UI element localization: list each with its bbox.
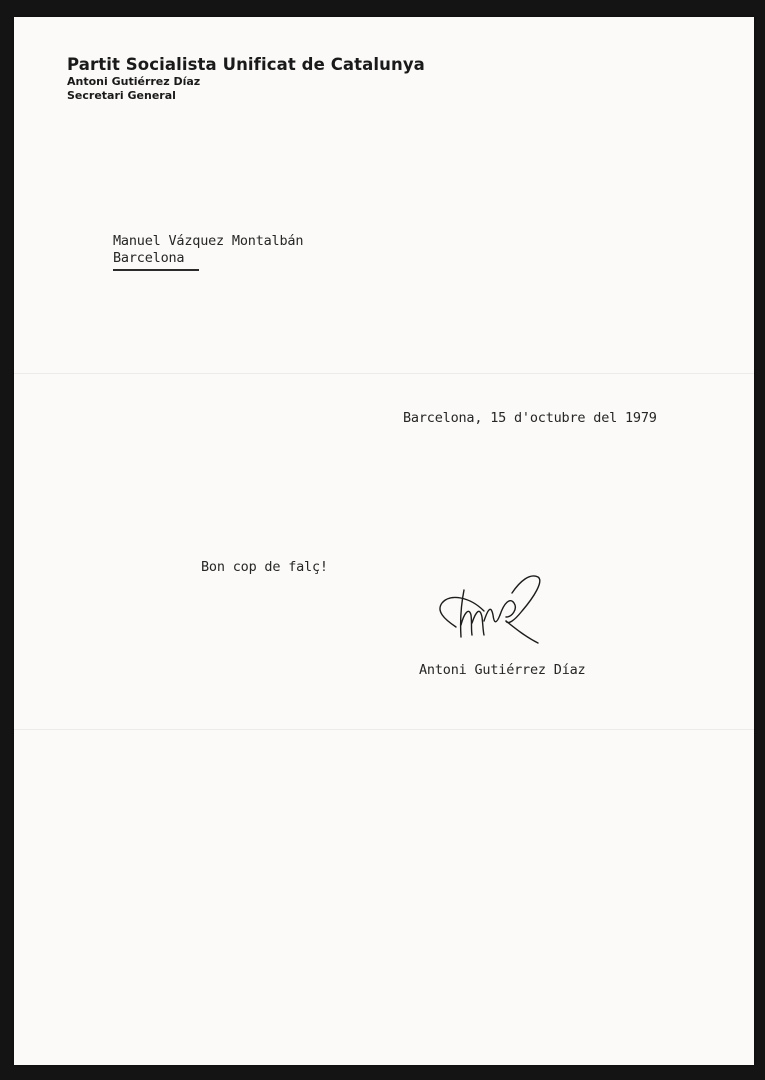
letterhead-person-title: Secretari General <box>67 89 176 102</box>
recipient-city: Barcelona <box>113 250 185 266</box>
recipient-name: Manuel Vázquez Montalbán <box>113 233 304 249</box>
fold-line <box>14 373 754 374</box>
letterhead-person-name: Antoni Gutiérrez Díaz <box>67 75 201 88</box>
organization-name: Partit Socialista Unificat de Catalunya <box>67 55 425 74</box>
handwritten-signature <box>434 555 544 655</box>
letterhead <box>67 55 425 103</box>
letter-page <box>14 17 754 1065</box>
recipient-city-underline <box>113 269 199 271</box>
date-line: Barcelona, 15 d'octubre del 1979 <box>403 410 657 426</box>
fold-line <box>14 729 754 730</box>
letter-body: Bon cop de falç! <box>201 559 328 575</box>
signer-name: Antoni Gutiérrez Díaz <box>419 662 586 678</box>
